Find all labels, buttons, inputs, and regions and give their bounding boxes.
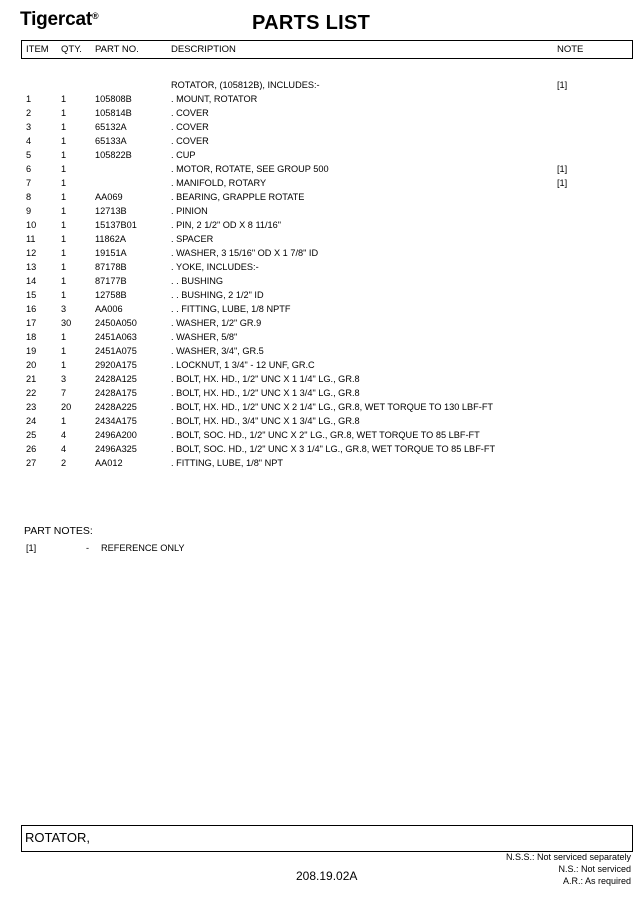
cell-description: . SPACER [171,234,214,244]
cell-qty: 4 [61,430,67,440]
cell-qty: 1 [61,276,67,286]
cell-part-no: 87177B [95,276,127,286]
cell-qty: 1 [61,178,67,188]
cell-item: 16 [26,304,37,314]
brand-logo [20,9,98,31]
cell-description: ROTATOR, (105812B), INCLUDES:- [171,80,320,90]
cell-qty: 1 [61,360,67,370]
table-row [0,218,643,232]
cell-part-no: 12713B [95,206,127,216]
cell-item: 5 [26,150,32,160]
column-header-part-no: PART NO. [95,44,139,55]
cell-part-no: 19151A [95,248,127,258]
legend-nss: N.S.S.: Not serviced separately [505,852,631,862]
cell-description: . CUP [171,150,196,160]
cell-qty: 1 [61,150,67,160]
cell-part-no: AA069 [95,192,123,202]
cell-item: 1 [26,94,32,104]
cell-item: 3 [26,122,32,132]
cell-part-no: 2450A050 [95,318,137,328]
table-row [0,148,643,162]
cell-description: . COVER [171,136,209,146]
table-header [21,40,633,59]
table-row [0,176,643,190]
cell-description: . BOLT, HX. HD., 1/2" UNC X 1 1/4" LG., GR.8 [171,374,360,384]
cell-part-no: 2496A325 [95,444,137,454]
cell-item: 8 [26,192,32,202]
cell-part-no: 2428A175 [95,388,137,398]
table-row [0,316,643,330]
cell-item: 20 [26,360,37,370]
cell-item: 19 [26,346,37,356]
cell-part-no: 2434A175 [95,416,137,426]
cell-description: . WASHER, 3/4", GR.5 [171,346,264,356]
table-row [0,162,643,176]
cell-qty: 1 [61,346,67,356]
column-header-qty: QTY. [61,44,82,55]
cell-description: . BOLT, HX. HD., 1/2" UNC X 1 3/4" LG., GR.8 [171,388,360,398]
cell-part-no: 11862A [95,234,126,244]
cell-item: 25 [26,430,37,440]
table-row [0,274,643,288]
cell-part-no: 15137B01 [95,220,137,230]
cell-qty: 30 [61,318,72,328]
cell-part-no: AA012 [95,458,123,468]
footer-title-box [21,825,633,852]
cell-qty: 1 [61,332,67,342]
cell-qty: 7 [61,388,67,398]
cell-description: . MOTOR, ROTATE, SEE GROUP 500 [171,164,329,174]
table-row [0,204,643,218]
cell-description: . COVER [171,122,209,132]
cell-qty: 3 [61,304,67,314]
cell-part-no: 2496A200 [95,430,137,440]
table-row [0,344,643,358]
cell-part-no: 12758B [95,290,127,300]
cell-qty: 1 [61,290,67,300]
cell-description: . BOLT, SOC. HD., 1/2" UNC X 3 1/4" LG., GR.8, WET TORQUE TO 85 LBF-FT [171,444,496,454]
cell-part-no: 2428A125 [95,374,137,384]
cell-description: . . BUSHING [171,276,224,286]
cell-item: 13 [26,262,37,272]
cell-description: . YOKE, INCLUDES:- [171,262,259,272]
cell-item: 10 [26,220,37,230]
table-row [0,330,643,344]
table-row [0,260,643,274]
cell-qty: 1 [61,220,67,230]
cell-description: . MANIFOLD, ROTARY [171,178,267,188]
table-row [0,134,643,148]
cell-part-no: AA006 [95,304,123,314]
page-title: PARTS LIST [252,12,371,34]
cell-item: 22 [26,388,37,398]
parts-table-body [0,78,643,470]
cell-description: . MOUNT, ROTATOR [171,94,258,104]
part-note-text: REFERENCE ONLY [101,543,185,553]
cell-item: 11 [26,234,36,244]
table-row [0,358,643,372]
footer-title: ROTATOR, [25,830,90,845]
table-row [0,246,643,260]
cell-qty: 1 [61,164,67,174]
cell-part-no: 2451A075 [95,346,137,356]
cell-description: . . FITTING, LUBE, 1/8 NPTF [171,304,291,314]
table-row [0,120,643,134]
cell-item: 24 [26,416,37,426]
cell-qty: 1 [61,248,67,258]
cell-qty: 1 [61,192,67,202]
part-note-dash: - [86,543,90,553]
cell-item: 21 [26,374,37,384]
cell-part-no: 105808B [95,94,132,104]
table-row [0,414,643,428]
cell-item: 14 [26,276,37,286]
cell-item: 27 [26,458,37,468]
table-row [0,428,643,442]
cell-item: 15 [26,290,37,300]
cell-description: . WASHER, 1/2" GR.9 [171,318,262,328]
part-notes-label: PART NOTES: [24,525,93,537]
cell-item: 6 [26,164,32,174]
cell-qty: 4 [61,444,67,454]
cell-description: . PIN, 2 1/2" OD X 8 11/16" [171,220,282,230]
column-header-note: NOTE [557,44,584,55]
table-row [0,372,643,386]
table-row [0,442,643,456]
cell-qty: 1 [61,122,67,132]
table-row [0,456,643,470]
cell-description: . COVER [171,108,209,118]
cell-item: 4 [26,136,32,146]
cell-qty: 3 [61,374,67,384]
cell-description: . BOLT, HX. HD., 1/2" UNC X 2 1/4" LG., GR.8, WET TORQUE TO 130 LBF-FT [171,402,494,412]
cell-description: . BOLT, HX. HD., 3/4" UNC X 1 3/4" LG., GR.8 [171,416,360,426]
cell-item: 2 [26,108,32,118]
cell-description: . FITTING, LUBE, 1/8" NPT [171,458,283,468]
cell-description: . PINION [171,206,208,216]
cell-qty: 1 [61,108,67,118]
cell-part-no: 2451A063 [95,332,137,342]
cell-item: 23 [26,402,37,412]
cell-item: 18 [26,332,37,342]
cell-item: 7 [26,178,32,188]
part-note-ref: [1] [26,543,37,553]
cell-note: [1] [557,178,568,188]
cell-part-no: 65132A [95,122,127,132]
cell-item: 17 [26,318,37,328]
table-row [0,288,643,302]
table-row [0,106,643,120]
table-row [0,78,643,92]
cell-qty: 1 [61,262,67,272]
table-row [0,92,643,106]
cell-part-no: 2920A175 [95,360,137,370]
cell-description: . WASHER, 5/8" [171,332,238,342]
table-row [0,190,643,204]
table-row [0,232,643,246]
cell-description: . WASHER, 3 15/16" OD X 1 7/8" ID [171,248,319,258]
cell-part-no: 65133A [95,136,127,146]
cell-qty: 2 [61,458,67,468]
column-header-item: ITEM [26,44,49,55]
table-row [0,400,643,414]
cell-note: [1] [557,80,568,90]
cell-qty: 1 [61,206,67,216]
cell-description: . BOLT, SOC. HD., 1/2" UNC X 2" LG., GR.8, WET TORQUE TO 85 LBF-FT [171,430,480,440]
cell-qty: 1 [61,136,67,146]
cell-part-no: 105814B [95,108,132,118]
table-row [0,302,643,316]
cell-note: [1] [557,164,568,174]
cell-part-no: 2428A225 [95,402,137,412]
cell-qty: 1 [61,94,67,104]
cell-part-no: 105822B [95,150,132,160]
legend-ns: N.S.: Not serviced [558,864,631,874]
cell-description: . . BUSHING, 2 1/2" ID [171,290,264,300]
cell-item: 26 [26,444,37,454]
cell-item: 12 [26,248,37,258]
cell-qty: 1 [61,234,67,244]
registered-mark: ® [91,11,99,21]
cell-qty: 1 [61,416,67,426]
cell-description: . BEARING, GRAPPLE ROTATE [171,192,305,202]
brand-name: Tigercat [20,9,92,30]
cell-part-no: 87178B [95,262,127,272]
table-row [0,386,643,400]
cell-item: 9 [26,206,32,216]
legend-ar: A.R.: As required [562,876,631,886]
column-header-description: DESCRIPTION [171,44,236,55]
cell-qty: 20 [61,402,72,412]
page-number: 208.19.02A [296,869,358,883]
cell-description: . LOCKNUT, 1 3/4" - 12 UNF, GR.C [171,360,315,370]
